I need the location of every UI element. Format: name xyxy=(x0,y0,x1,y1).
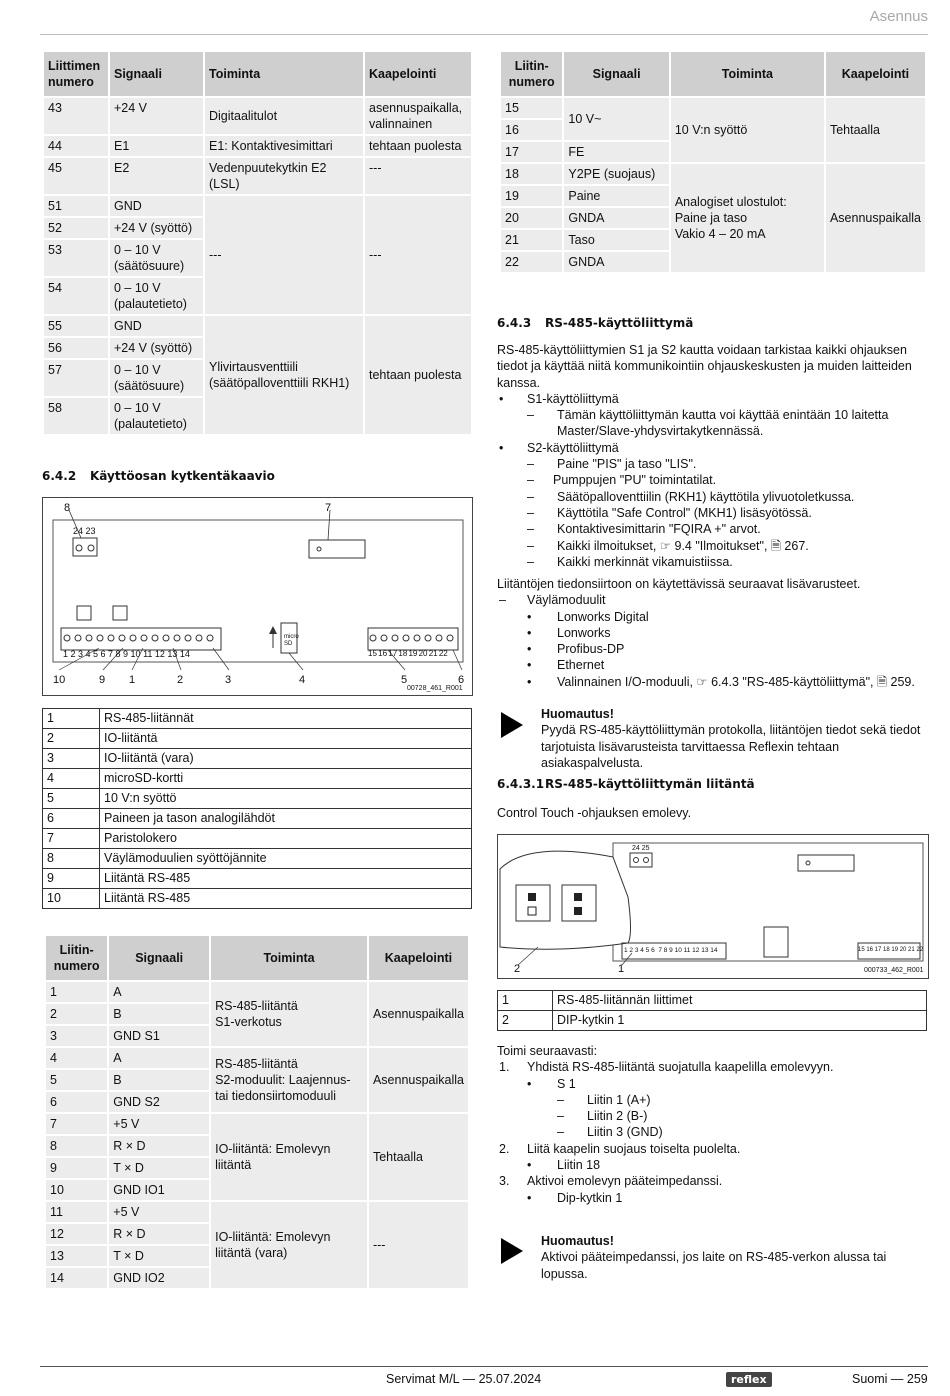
microsd-label: micro SD xyxy=(284,634,299,647)
header-rule xyxy=(40,34,928,35)
terminal-pin xyxy=(436,635,442,641)
col-header: Signaali xyxy=(110,52,203,96)
terminal-pin xyxy=(414,635,420,641)
figure-ref: 000733_462_R001 xyxy=(864,967,924,974)
wiring-diagram-svg xyxy=(43,498,472,695)
terminal-pin xyxy=(185,635,191,641)
callout-6: 6 xyxy=(458,674,465,686)
terminal-pin xyxy=(174,635,180,641)
callout-3: 3 xyxy=(225,674,232,686)
terminal-pin xyxy=(403,635,409,641)
section-header: Asennus xyxy=(869,8,928,25)
callout-10: 10 xyxy=(53,674,66,686)
wiring-diagram xyxy=(42,497,473,696)
pin-labels-right: 15 16 17 18 19 20 21 22 xyxy=(368,649,448,658)
motherboard-diagram xyxy=(497,834,929,979)
note-arrow-icon xyxy=(501,712,523,738)
section-heading-6431: 6.4.3.1RS-485-käyttöliittymän liitäntä xyxy=(497,777,755,791)
callout-7: 7 xyxy=(325,502,332,514)
callout-1: 1 xyxy=(129,674,136,686)
col-header: Toiminta xyxy=(205,52,363,96)
pin-labels-right: 15 16 17 18 19 20 21 22 xyxy=(858,947,924,953)
footer-doc: Servimat M/L — 25.07.2024 xyxy=(386,1372,542,1386)
accessories-text: Liitäntöjen tiedonsiirtoon on käytettävissä seuraavat lisävarusteet. – Väylämoduulit • Lonworks Digital • Lonworks • Profibus-DP • Ethernet • Valinnainen I/O-moduuli, ☞ 6.4.3 "RS-485-käyttöliittymä", 🗎 259. xyxy=(497,577,915,689)
terminal-pin xyxy=(207,635,213,641)
pin-labels-left: 1 2 3 4 5 6 7 8 9 10 11 12 13 14 xyxy=(624,947,718,954)
rs485-text: RS-485-käyttöliittymien S1 ja S2 kautta voidaan tarkistaa kaikki ohjauksen tiedot ja käyttää niitä kommunikointiin ohjauskeskusten ja muiden laitteiden kanssa. • S1-käyttöliittymä – Tämän käyttöliittymän kautta voi käyttää enintään 10 laitetta Master/Slave-yhdysvirtakytkennässä. • S2-käyttöliittymä – Paine "PIS" ja taso "LIS". – Pumppujen "PU" toimintatilat. – Säätöpalloventtiilin (RKH1) käyttötila ylivuotoletkussa. – Käyttötila "Safe Control" (MKH1) lisäsyötössä. – Kontaktivesimittarin "FQIRA +" arvot. – Kaikki ilmoitukset, ☞ 9.4 "Ilmoitukset", 🗎 267. – Kaikki merkinnät vikamuistiissa. xyxy=(497,343,912,569)
terminal-pin xyxy=(425,635,431,641)
figure-ref: 00728_461_R001 xyxy=(407,685,463,692)
terminal-pin xyxy=(152,635,158,641)
connector-label: 24 23 xyxy=(73,526,96,536)
callout-2: 2 xyxy=(177,674,184,686)
terminal-pin xyxy=(86,635,92,641)
brand-logo: reflex xyxy=(726,1372,772,1387)
terminal-pin xyxy=(141,635,147,641)
terminal-pin xyxy=(447,635,453,641)
col-header: Kaapelointi xyxy=(365,52,471,96)
diagram-legend: 1 RS-485-liitännät 2 IO-liitäntä 3 IO-liitäntä (vara) 4 microSD-kortti 5 10 V:n syöttö 6 Paineen ja tason analogilähdöt 7 Paristolokero 8 Väylämoduulien syöttöjännite 9 Liitäntä RS-485 10 Liitäntä RS-485 xyxy=(42,708,472,909)
pin-labels-left: 1 2 3 4 5 6 7 8 9 10 11 12 13 14 xyxy=(63,649,190,659)
motherboard-diagram-svg xyxy=(498,835,928,978)
note-arrow-icon xyxy=(501,1238,523,1264)
motherboard-caption: Control Touch -ohjauksen emolevy. xyxy=(497,806,692,820)
terminal-pin xyxy=(370,635,376,641)
terminal-table-15-22: Liitin-numero Signaali Toiminta Kaapelointi 15 10 V~ 10 V:n syöttö Tehtaalla 16 17 FE 18 Y2PE (suojaus) Analogiset ulostulot: Paine ja taso Vakio 4 – 20 mA Asennuspaikalla 19 Paine 20 GNDA 21 Taso 22 GNDA xyxy=(499,50,927,274)
note-box-2: Huomautus! Aktivoi pääteimpedanssi, jos laite on RS-485-verkon alussa tai lopussa. xyxy=(541,1234,887,1281)
procedure-steps: Toimi seuraavasti: 1. Yhdistä RS-485-liitäntä suojatulla kaapelilla emolevyyn. • S 1 – Liitin 1 (A+) – Liitin 2 (B-) – Liitin 3 (GND) 2. Liitä kaapelin suojaus toiselta puolelta. • Liitin 18 3. Aktivoi emolevyn pääteimpedanssi. • Dip-kytkin 1 xyxy=(497,1044,834,1205)
terminal-pin xyxy=(196,635,202,641)
terminal-table-1-14: Liitin-numero Signaali Toiminta Kaapelointi 1 A RS-485-liitäntä S1-verkotus Asennuspaikalla 2 B 3 GND S1 4 A RS-485-liitäntä S2-moduulit: Laajennus- tai tiedonsiirtomoduuli Asennuspaikalla 5 B 6 GND S2 7 +5 V IO-liitäntä: Emolevyn liitäntä Tehtaalla 8 R × D 9 T × D 10 GND IO1 11 +5 V IO-liitäntä: Emolevyn liitäntä (vara) --- 12 R × D 13 T × D 14 GND IO2 xyxy=(44,934,470,1290)
callout-9: 9 xyxy=(99,674,106,686)
terminal-table-43-58: Liittimen numero Signaali Toiminta Kaapelointi 43 +24 V Digitaalitulot asennuspaikalla, valinnainen 44 E1 E1: Kontaktivesimittari tehtaan puolesta 45 E2 Vedenpuutekytkin E2 (LSL) --- 51 GND --- --- 52 +24 V (syöttö) 53 0 – 10 V (säätösuure) 54 0 – 10 V (palautetieto) 55 GND Ylivirtausventtiili (säätöpalloventtiili RKH1) tehtaan puolesta 56 +24 V (syöttö) 57 0 – 10 V (säätösuure) 58 0 – 10 V (palautetieto) xyxy=(42,50,473,436)
callout-5: 5 xyxy=(401,674,408,686)
callout-2: 2 xyxy=(514,963,521,975)
terminal-pin xyxy=(97,635,103,641)
callout-4: 4 xyxy=(299,674,306,686)
terminal-pin xyxy=(75,635,81,641)
section-heading-643: 6.4.3 RS-485-käyttöliittymä xyxy=(497,316,694,330)
col-header: Liittimen numero xyxy=(44,52,108,96)
footer-rule xyxy=(40,1366,928,1367)
terminal-pin xyxy=(108,635,114,641)
terminal-pin xyxy=(392,635,398,641)
callout-8: 8 xyxy=(64,502,71,514)
connector-24-25-label: 24 25 xyxy=(632,845,650,852)
terminal-pin xyxy=(130,635,136,641)
terminal-pin xyxy=(381,635,387,641)
terminal-pin xyxy=(119,635,125,641)
motherboard-legend: 1 RS-485-liitännän liittimet 2 DIP-kytkin 1 xyxy=(497,990,927,1031)
callout-1: 1 xyxy=(618,963,625,975)
terminal-pin xyxy=(64,635,70,641)
footer-page: Suomi — 259 xyxy=(852,1372,928,1386)
section-heading-642: 6.4.2 Käyttöosan kytkentäkaavio xyxy=(42,469,275,483)
terminal-pin xyxy=(163,635,169,641)
note-box-1: Huomautus! Pyydä RS-485-käyttöliittymän protokolla, liitäntöjen tiedot sekä tiedot tarjotuista lisävarusteista tarvittaessa Reflexin tehtaan asiakaspalvelusta. xyxy=(541,707,921,770)
